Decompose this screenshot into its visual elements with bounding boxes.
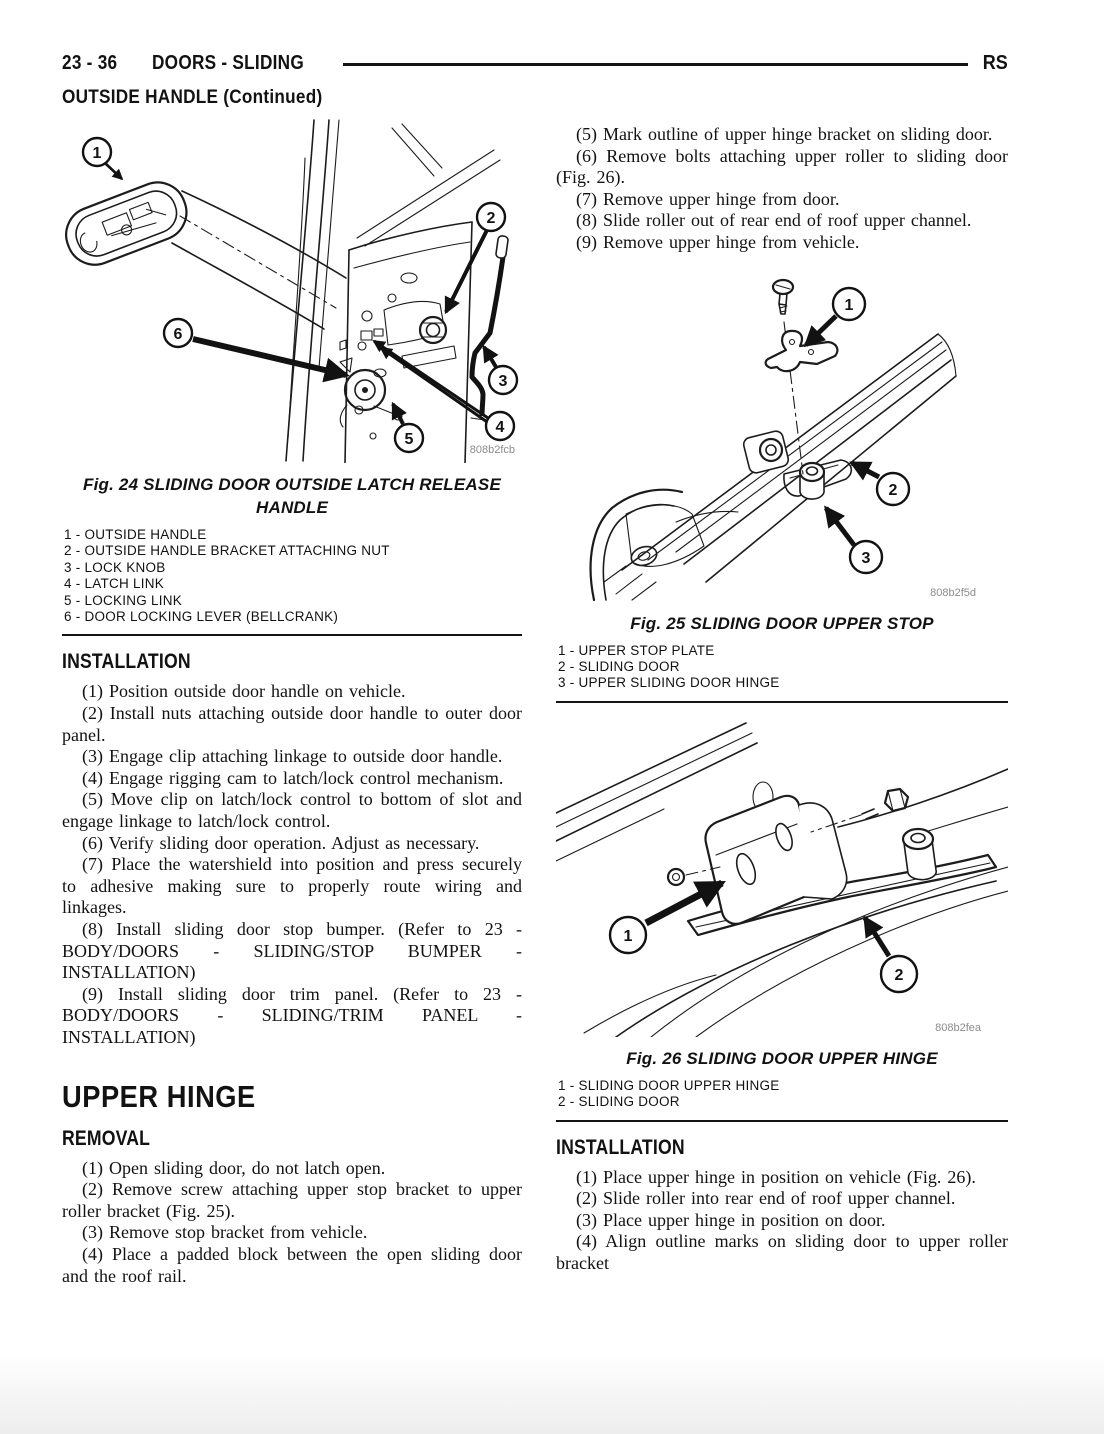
projection-lines: [172, 191, 346, 329]
callout-3-badge: [850, 541, 882, 573]
svg-text:2: 2: [486, 210, 496, 227]
legend-item: 3 - UPPER SLIDING DOOR HINGE: [558, 675, 780, 691]
svg-text:3: 3: [498, 373, 508, 390]
callout-4-badge: [486, 412, 514, 440]
svg-text:2: 2: [894, 966, 904, 984]
installation-step: (6) Verify sliding door operation. Adjust as necessary.: [82, 832, 480, 853]
bellcrank-drawing: [340, 358, 402, 427]
svg-text:6: 6: [173, 326, 183, 343]
callout-2-badge: [477, 203, 505, 231]
figure-26-caption: Fig. 26 SLIDING DOOR UPPER HINGE: [626, 1048, 938, 1068]
installation-step: (1) Position outside door handle on vehicle.: [82, 681, 406, 702]
door-corner-drawing: [591, 489, 738, 599]
figure-24-legend: [64, 527, 522, 625]
roller-socket-drawing: [903, 829, 936, 880]
legend-item: 1 - UPPER STOP PLATE: [558, 642, 715, 658]
figure-watermark: 808b2fcb: [469, 444, 515, 456]
figure-26-drawing: [556, 715, 1008, 1037]
installation-step: (4) Align outline marks on sliding door to upper roller bracket: [556, 1231, 1008, 1273]
svg-text:1: 1: [844, 296, 854, 314]
callout-2-badge: [881, 956, 917, 992]
callout-2-arrow: [852, 463, 879, 477]
vehicle-code: RS: [982, 52, 1008, 74]
legend-item: 3 - LOCK KNOB: [64, 559, 166, 575]
figure-25-legend: [558, 643, 1008, 692]
installation-step: (3) Engage clip attaching linkage to outside door handle.: [82, 746, 503, 767]
legend-item: 1 - SLIDING DOOR UPPER HINGE: [558, 1077, 780, 1093]
callout-6-badge: [164, 319, 192, 347]
latch-clip-drawing: [340, 329, 383, 350]
upper-hinge-heading: UPPER HINGE: [62, 1078, 256, 1114]
callout-1-badge: [83, 138, 111, 166]
removal-step: (9) Remove upper hinge from vehicle.: [576, 231, 860, 252]
callout-2-badge: [877, 473, 909, 505]
legend-divider: [556, 1120, 1008, 1122]
figure-25-caption: Fig. 25 SLIDING DOOR UPPER STOP: [630, 613, 934, 633]
installation-step: (2) Slide roller into rear end of roof upper channel.: [576, 1188, 956, 1209]
installation-step: (2) Install nuts attaching outside door handle to outer door panel.: [62, 703, 522, 745]
svg-text:1: 1: [92, 145, 102, 162]
removal-step: (7) Remove upper hinge from door.: [576, 188, 840, 209]
right-column: [556, 118, 1008, 1275]
callout-1-badge: [610, 917, 646, 953]
legend-item: 6 - DOOR LOCKING LEVER (BELLCRANK): [64, 609, 339, 625]
hinge-bolt-drawing: [800, 463, 824, 499]
svg-text:1: 1: [623, 927, 633, 945]
removal-step: (1) Open sliding door, do not latch open.: [82, 1157, 386, 1178]
upper-stop-plate-drawing: [766, 330, 838, 370]
svg-text:5: 5: [404, 431, 414, 448]
callout-1-arrow: [105, 163, 122, 179]
legend-item: 4 - LATCH LINK: [64, 576, 165, 592]
installation-heading: INSTALLATION: [556, 1135, 685, 1159]
removal-step: (6) Remove bolts attaching upper roller to sliding door (Fig. 26).: [556, 145, 1008, 188]
svg-text:3: 3: [861, 549, 871, 567]
callout-5-badge: [395, 424, 423, 452]
removal-step: (8) Slide roller out of rear end of roof upper channel.: [576, 210, 972, 231]
callout-2-arrow: [865, 918, 889, 956]
installation-step: (1) Place upper hinge in position on vehicle (Fig. 26).: [576, 1166, 976, 1187]
legend-divider: [62, 634, 522, 636]
callout-1-arrow: [806, 316, 836, 345]
figure-25-drawing: [556, 264, 1008, 602]
installation-step: (9) Install sliding door trim panel. (Refer to 23 - BODY/DOORS - SLIDING/TRIM PANEL - INSTALLATION): [62, 983, 522, 1047]
removal-step: (2) Remove screw attaching upper stop bracket to upper roller bracket (Fig. 25).: [62, 1179, 522, 1221]
section-title: DOORS - SLIDING: [152, 52, 305, 74]
left-column: [62, 118, 522, 1287]
legend-item: 1 - OUTSIDE HANDLE: [64, 527, 207, 542]
figure-watermark: 808b2f5d: [930, 586, 976, 599]
removal-steps-continued: [556, 124, 1008, 254]
page-header: [62, 52, 1008, 75]
removal-step: (4) Place a padded block between the open sliding door and the roof rail.: [62, 1243, 522, 1286]
continued-subheader: OUTSIDE HANDLE (Continued): [62, 86, 323, 108]
legend-divider: [556, 701, 1008, 703]
legend-item: 2 - SLIDING DOOR: [558, 658, 680, 674]
figure-24-drawing: [62, 118, 522, 463]
callout-6-arrow: [193, 339, 346, 375]
figure-26-legend: [558, 1078, 1008, 1111]
upper-channel-drawing: [838, 769, 1008, 837]
figure-watermark: 808b2fea: [935, 1021, 981, 1034]
removal-step: (5) Mark outline of upper hinge bracket on sliding door.: [576, 124, 993, 144]
installation-step: (8) Install sliding door stop bumper. (Refer to 23 - BODY/DOORS - SLIDING/STOP BUMPER - INSTALLATION): [62, 918, 522, 983]
outside-handle-drawing: [62, 174, 195, 273]
installation-step: (4) Engage rigging cam to latch/lock control mechanism.: [82, 767, 504, 788]
legend-item: 2 - SLIDING DOOR: [558, 1094, 680, 1110]
removal-heading: REMOVAL: [62, 1126, 151, 1150]
legend-item: 5 - LOCKING LINK: [64, 592, 183, 608]
installation-step: (7) Place the watershield into position and press securely to adhesive making sure to properly route wiring and linkages.: [62, 854, 522, 918]
removal-step: (3) Remove stop bracket from vehicle.: [82, 1222, 368, 1243]
figure-24-caption: Fig. 24 SLIDING DOOR OUTSIDE LATCH RELEASE HANDLE: [82, 475, 501, 517]
attaching-nut-drawing: [420, 317, 446, 343]
callout-3-badge: [489, 366, 517, 394]
door-pillar-drawing: [286, 120, 339, 461]
callout-1-badge: [833, 288, 865, 320]
installation-heading: INSTALLATION: [62, 650, 191, 674]
callout-3-arrow: [826, 508, 854, 545]
svg-text:4: 4: [495, 419, 505, 436]
header-rule: [343, 63, 968, 66]
page-number: 23 - 36: [62, 52, 118, 74]
callout-3-arrow: [484, 347, 496, 367]
installation-step: (5) Move clip on latch/lock control to bottom of slot and engage linkage to latch/lock control.: [62, 789, 522, 831]
installation-step: (3) Place upper hinge in position on door.: [576, 1209, 886, 1230]
svg-text:2: 2: [888, 481, 898, 499]
legend-item: 2 - OUTSIDE HANDLE BRACKET ATTACHING NUT: [64, 543, 390, 559]
